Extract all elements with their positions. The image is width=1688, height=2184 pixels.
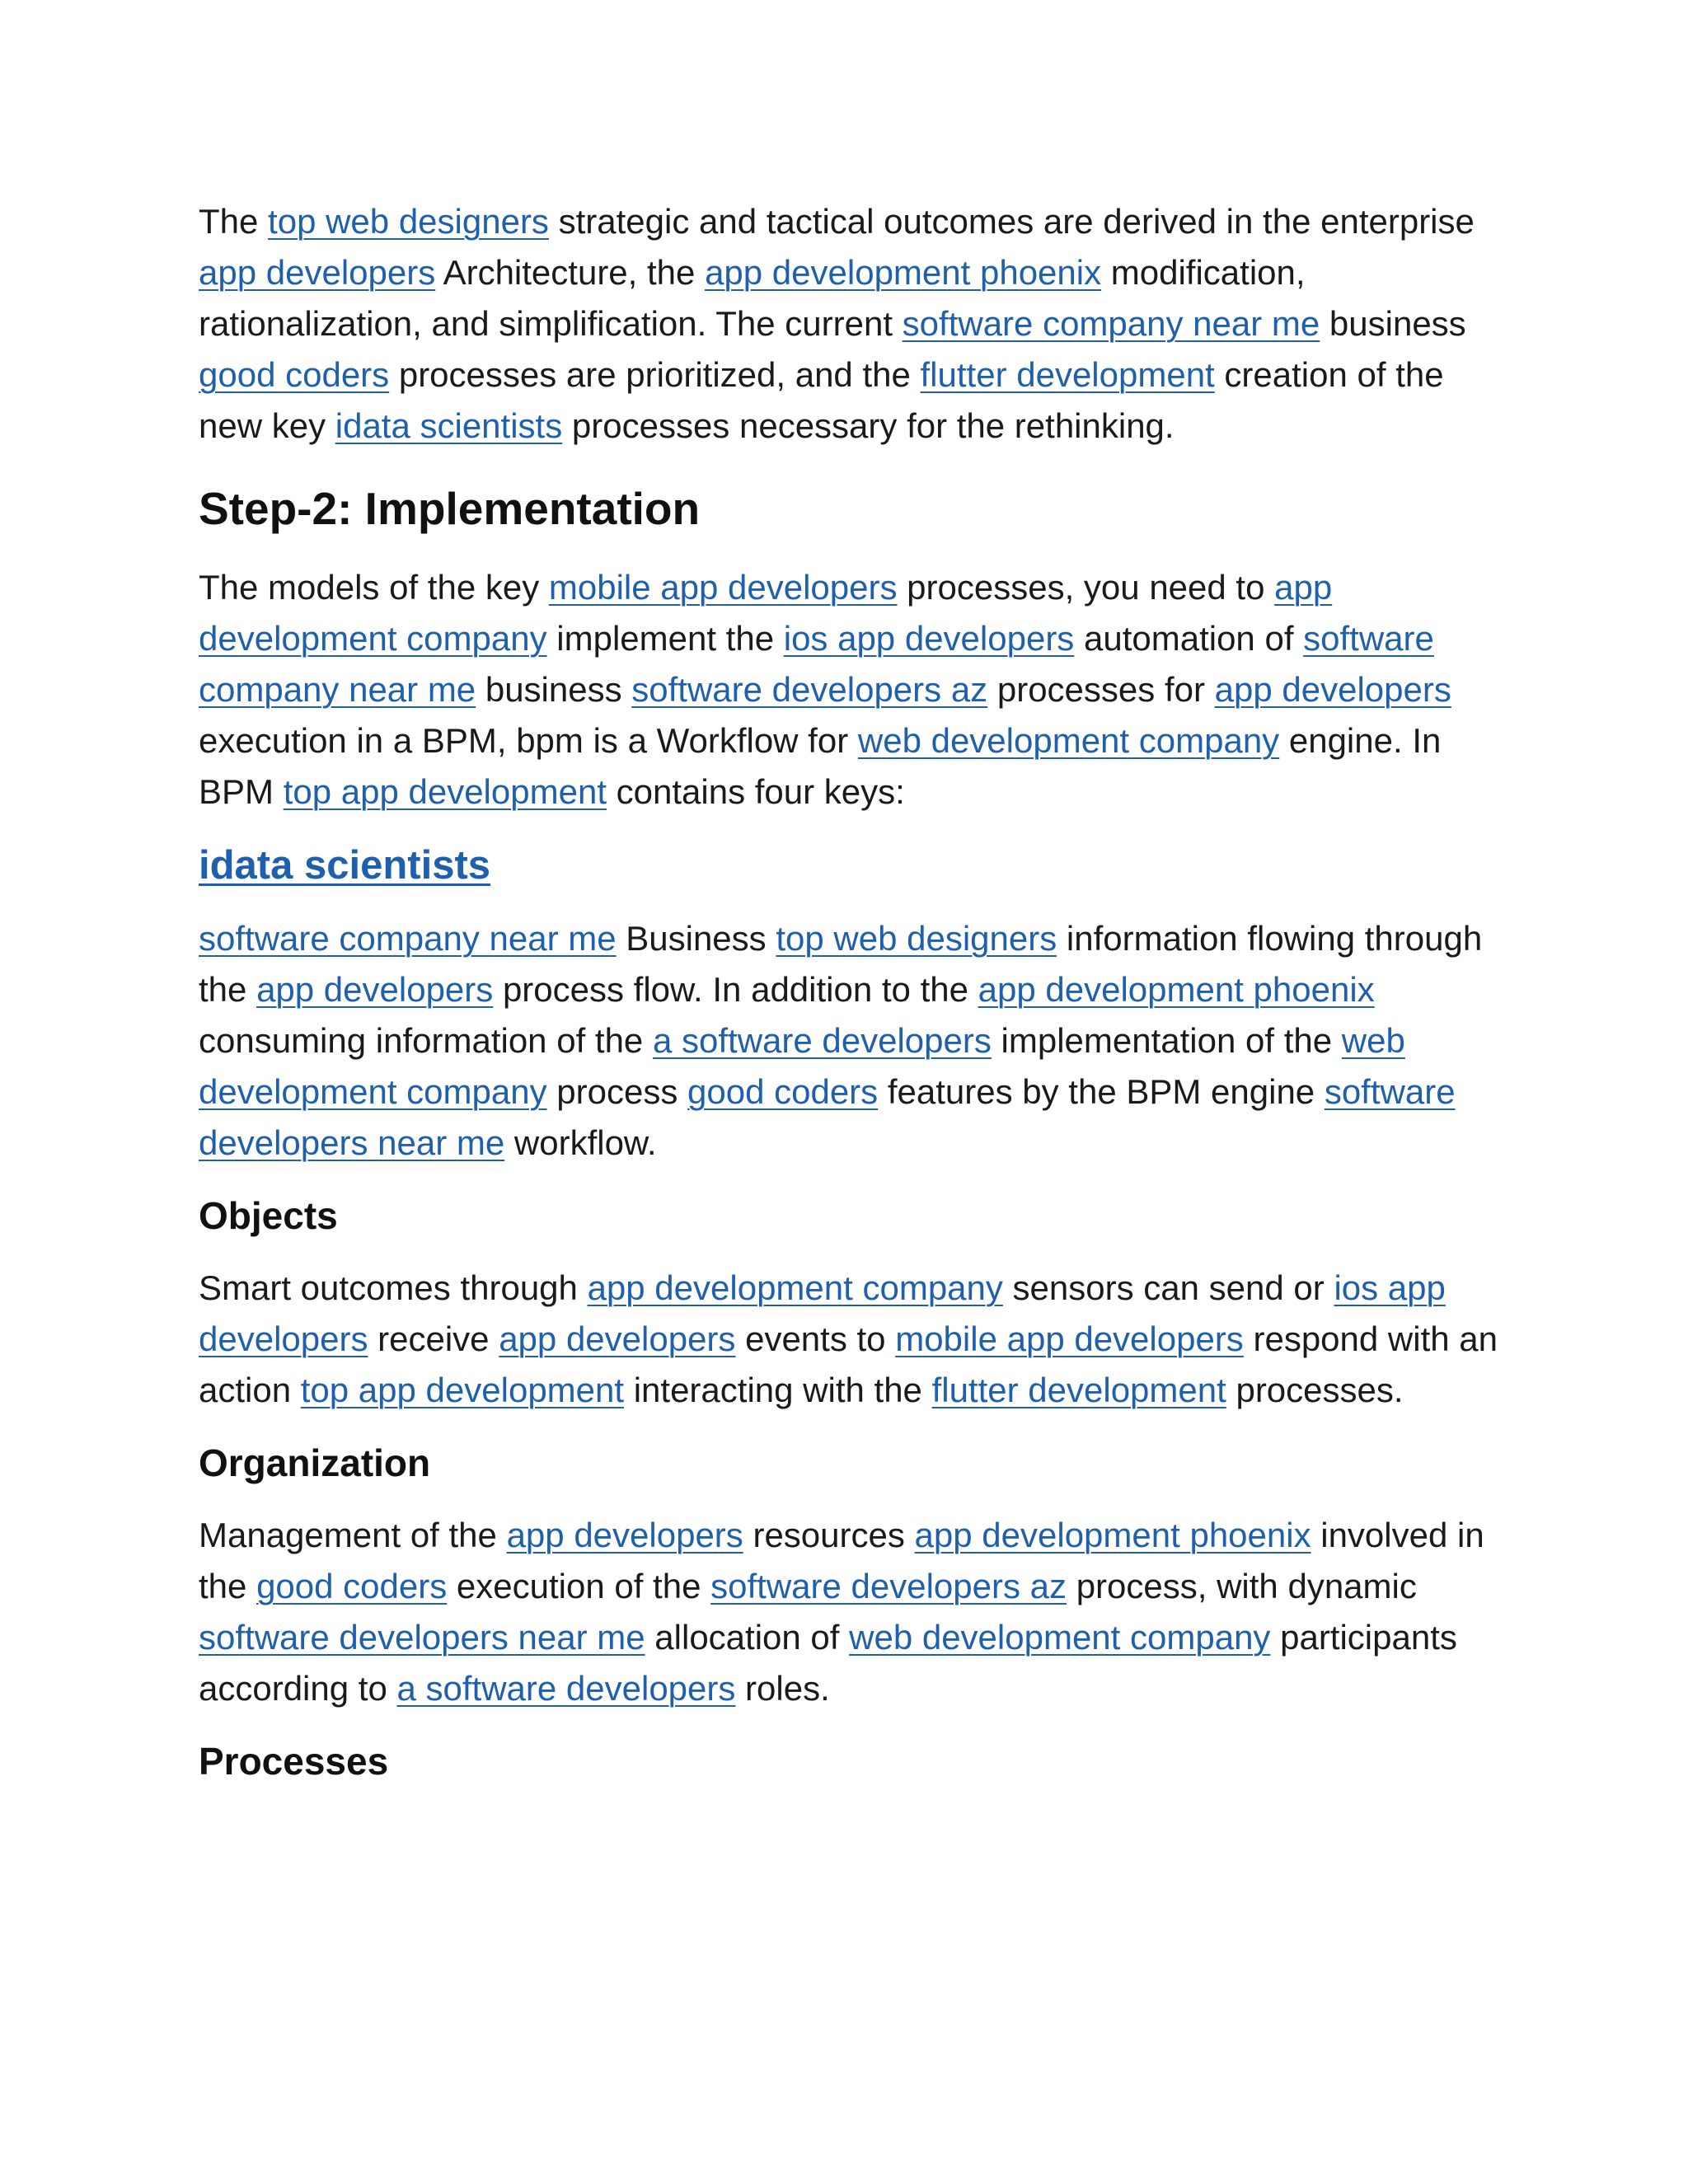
link-a-software-developers[interactable]: a software developers <box>652 1021 992 1060</box>
link-top-app-development[interactable]: top app development <box>283 772 607 811</box>
text-run: consuming information of the <box>199 1021 653 1060</box>
link-a-software-developers[interactable]: a software developers <box>396 1669 736 1708</box>
paragraph-organization <box>199 1510 1501 1714</box>
paragraph-objects <box>199 1263 1501 1416</box>
text-run: processes necessary for the rethinking. <box>562 406 1175 445</box>
text-run: features by the BPM engine <box>878 1072 1325 1111</box>
link-app-development-company[interactable]: app development company <box>587 1268 1003 1307</box>
text-run: resources <box>743 1516 915 1554</box>
text-run: The models of the key <box>199 568 549 607</box>
link-web-development-company[interactable]: web development company <box>849 1618 1271 1657</box>
link-good-coders[interactable]: good coders <box>199 355 390 394</box>
text-run: implement the <box>546 619 784 658</box>
paragraph-intro <box>199 196 1501 452</box>
text-run: allocation of <box>645 1618 850 1657</box>
paragraph-implementation <box>199 562 1501 818</box>
text-run: execution of the <box>447 1567 711 1605</box>
text-run: business <box>1320 304 1466 343</box>
text-run: automation of <box>1074 619 1304 658</box>
text-run: contains four keys: <box>606 772 905 811</box>
text-run: execution in a BPM, bpm is a Workflow for <box>199 721 858 760</box>
link-web-development-company[interactable]: web development company <box>199 1021 1405 1111</box>
text-run: engine. In BPM <box>199 721 1442 811</box>
text-run: receive <box>368 1319 499 1358</box>
text-run: processes. <box>1226 1371 1404 1409</box>
text-run: Smart outcomes through <box>199 1268 588 1307</box>
text-run: process flow. In addition to the <box>493 970 978 1009</box>
link-software-company-near-me[interactable]: software company near me <box>199 619 1434 709</box>
paragraph-business-info <box>199 913 1501 1169</box>
link-app-development-company[interactable]: app development company <box>199 568 1333 658</box>
link-good-coders[interactable]: good coders <box>687 1072 879 1111</box>
link-flutter-development[interactable]: flutter development <box>920 355 1215 394</box>
link-app-developers[interactable]: app developers <box>1214 670 1451 709</box>
text-run: processes are prioritized, and the <box>389 355 921 394</box>
heading-step-2: Step-2: Implementation <box>199 483 701 534</box>
text-run: involved in the <box>199 1516 1484 1605</box>
text-run: The <box>199 202 269 241</box>
link-ios-app-developers[interactable]: ios app developers <box>783 619 1075 658</box>
link-app-developers[interactable]: app developers <box>199 253 436 292</box>
link-good-coders[interactable]: good coders <box>256 1567 448 1605</box>
text-run: information flowing through the <box>199 919 1483 1009</box>
link-app-developers[interactable]: app developers <box>256 970 494 1009</box>
link-mobile-app-developers[interactable]: mobile app developers <box>895 1319 1244 1358</box>
link-software-developers-az[interactable]: software developers az <box>710 1567 1067 1605</box>
text-run: Management of the <box>199 1516 507 1554</box>
link-top-app-development[interactable]: top app development <box>300 1371 625 1409</box>
text-run: sensors can send or <box>1002 1268 1334 1307</box>
text-run: business <box>476 670 632 709</box>
link-software-developers-az[interactable]: software developers az <box>631 670 988 709</box>
link-software-developers-near-me[interactable]: software developers near me <box>199 1072 1456 1162</box>
link-flutter-development[interactable]: flutter development <box>931 1371 1226 1409</box>
link-app-developers[interactable]: app developers <box>506 1516 743 1554</box>
text-run: modification, rationalization, and simplification. The current <box>199 253 1306 343</box>
link-software-company-near-me[interactable]: software company near me <box>902 304 1320 343</box>
link-web-development-company[interactable]: web development company <box>857 721 1280 760</box>
text-run: creation of the new key <box>199 355 1444 445</box>
link-ios-app-developers[interactable]: ios app developers <box>199 1268 1446 1358</box>
link-software-developers-near-me[interactable]: software developers near me <box>199 1618 645 1657</box>
text-run: Architecture, the <box>435 253 706 292</box>
text-run: participants according to <box>199 1618 1457 1708</box>
text-run: process <box>546 1072 687 1111</box>
heading-processes: Processes <box>199 1740 389 1783</box>
link-software-company-near-me[interactable]: software company near me <box>199 919 617 958</box>
text-run: Business <box>616 919 776 958</box>
text-run: processes for <box>987 670 1215 709</box>
link-idata-scientists[interactable]: idata scientists <box>335 406 563 445</box>
heading-link-idata-scientists[interactable]: idata scientists <box>199 843 491 888</box>
document-content <box>199 196 1501 1808</box>
text-run: process, with dynamic <box>1067 1567 1417 1605</box>
link-app-development-phoenix[interactable]: app development phoenix <box>914 1516 1311 1554</box>
link-top-web-designers[interactable]: top web designers <box>268 202 549 241</box>
link-app-development-phoenix[interactable]: app development phoenix <box>978 970 1375 1009</box>
heading-objects: Objects <box>199 1194 338 1237</box>
text-run: roles. <box>735 1669 830 1708</box>
link-top-web-designers[interactable]: top web designers <box>776 919 1057 958</box>
text-run: respond with an action <box>199 1319 1498 1409</box>
heading-idata-scientists <box>199 841 1501 890</box>
text-run: events to <box>735 1319 896 1358</box>
text-run: strategic and tactical outcomes are derived in the enterprise <box>548 202 1475 241</box>
link-app-development-phoenix[interactable]: app development phoenix <box>705 253 1102 292</box>
link-mobile-app-developers[interactable]: mobile app developers <box>548 568 898 607</box>
text-run: interacting with the <box>624 1371 932 1409</box>
text-run: implementation of the <box>991 1021 1342 1060</box>
link-app-developers[interactable]: app developers <box>499 1319 736 1358</box>
text-run: processes, you need to <box>897 568 1275 607</box>
heading-organization: Organization <box>199 1441 431 1484</box>
text-run: workflow. <box>504 1123 657 1162</box>
